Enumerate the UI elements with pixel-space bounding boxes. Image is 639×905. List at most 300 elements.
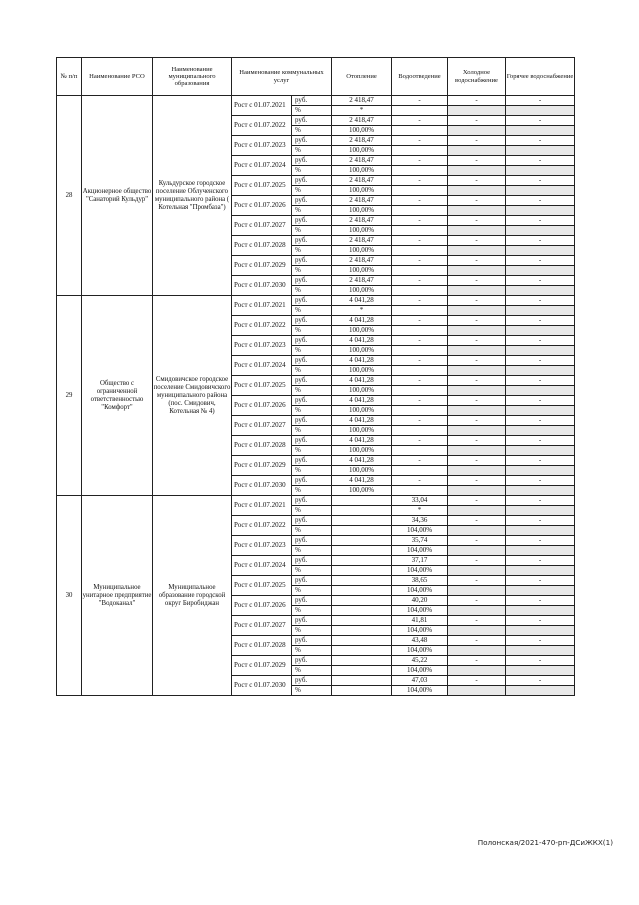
unit-percent: %: [292, 686, 332, 696]
value-heat: [332, 626, 392, 636]
value-cold: [448, 606, 506, 616]
period-label: Рост с 01.07.2028: [232, 436, 292, 456]
value-drain: 35,74: [392, 536, 448, 546]
period-label: Рост с 01.07.2027: [232, 216, 292, 236]
unit-percent: %: [292, 606, 332, 616]
value-hot: [506, 266, 575, 276]
period-label: Рост с 01.07.2023: [232, 536, 292, 556]
value-heat: [332, 576, 392, 586]
value-cold: [448, 146, 506, 156]
value-hot: -: [506, 436, 575, 446]
unit-rub: руб.: [292, 436, 332, 446]
value-cold: -: [448, 156, 506, 166]
value-drain: [392, 126, 448, 136]
value-hot: -: [506, 636, 575, 646]
value-heat: [332, 516, 392, 526]
value-drain: [392, 406, 448, 416]
value-cold: [448, 206, 506, 216]
unit-rub: руб.: [292, 316, 332, 326]
value-drain: -: [392, 216, 448, 226]
value-drain: [392, 286, 448, 296]
unit-rub: руб.: [292, 216, 332, 226]
period-label: Рост с 01.07.2028: [232, 636, 292, 656]
value-heat: 4 041,28: [332, 356, 392, 366]
value-cold: -: [448, 96, 506, 106]
unit-percent: %: [292, 246, 332, 256]
unit-rub: руб.: [292, 476, 332, 486]
value-heat: 4 041,28: [332, 476, 392, 486]
period-label: Рост с 01.07.2023: [232, 336, 292, 356]
value-heat: 2 418,47: [332, 216, 392, 226]
value-hot: [506, 526, 575, 536]
value-cold: -: [448, 296, 506, 306]
value-cold: -: [448, 596, 506, 606]
unit-percent: %: [292, 166, 332, 176]
value-hot: -: [506, 416, 575, 426]
value-drain: [392, 486, 448, 496]
value-cold: [448, 526, 506, 536]
period-label: Рост с 01.07.2026: [232, 396, 292, 416]
value-cold: [448, 566, 506, 576]
value-hot: -: [506, 376, 575, 386]
value-cold: [448, 426, 506, 436]
value-cold: -: [448, 416, 506, 426]
value-cold: [448, 306, 506, 316]
unit-percent: %: [292, 586, 332, 596]
value-cold: -: [448, 136, 506, 146]
value-hot: -: [506, 316, 575, 326]
value-drain: 104,00%: [392, 646, 448, 656]
header-cold: Холодное водоснабжение: [448, 58, 506, 96]
value-hot: [506, 106, 575, 116]
period-label: Рост с 01.07.2029: [232, 656, 292, 676]
value-hot: -: [506, 516, 575, 526]
value-heat: 2 418,47: [332, 236, 392, 246]
unit-rub: руб.: [292, 516, 332, 526]
period-label: Рост с 01.07.2021: [232, 96, 292, 116]
value-cold: -: [448, 316, 506, 326]
value-heat: [332, 616, 392, 626]
header-heat: Отопление: [332, 58, 392, 96]
value-hot: [506, 486, 575, 496]
value-hot: [506, 566, 575, 576]
unit-rub: руб.: [292, 616, 332, 626]
unit-percent: %: [292, 226, 332, 236]
value-hot: [506, 346, 575, 356]
value-drain: -: [392, 436, 448, 446]
value-drain: [392, 326, 448, 336]
period-label: Рост с 01.07.2026: [232, 196, 292, 216]
value-heat: 100,00%: [332, 286, 392, 296]
unit-percent: %: [292, 646, 332, 656]
value-hot: -: [506, 96, 575, 106]
value-drain: -: [392, 256, 448, 266]
value-heat: 2 418,47: [332, 276, 392, 286]
value-cold: -: [448, 636, 506, 646]
value-cold: [448, 326, 506, 336]
value-drain: [392, 306, 448, 316]
period-label: Рост с 01.07.2029: [232, 456, 292, 476]
row-number: 28: [57, 96, 82, 296]
value-heat: 2 418,47: [332, 196, 392, 206]
value-hot: [506, 606, 575, 616]
value-drain: 47,03: [392, 676, 448, 686]
value-hot: [506, 506, 575, 516]
unit-percent: %: [292, 426, 332, 436]
period-label: Рост с 01.07.2024: [232, 556, 292, 576]
value-hot: [506, 466, 575, 476]
value-cold: -: [448, 256, 506, 266]
rso-name: Общество с ограниченной ответственностью "Комфорт": [82, 296, 153, 496]
value-heat: 100,00%: [332, 446, 392, 456]
value-drain: -: [392, 176, 448, 186]
unit-percent: %: [292, 366, 332, 376]
value-heat: 2 418,47: [332, 256, 392, 266]
value-hot: [506, 686, 575, 696]
value-heat: 100,00%: [332, 146, 392, 156]
value-cold: -: [448, 376, 506, 386]
value-hot: [506, 186, 575, 196]
value-hot: [506, 406, 575, 416]
value-drain: -: [392, 96, 448, 106]
value-heat: 100,00%: [332, 246, 392, 256]
unit-percent: %: [292, 506, 332, 516]
value-cold: [448, 366, 506, 376]
period-label: Рост с 01.07.2021: [232, 496, 292, 516]
unit-percent: %: [292, 126, 332, 136]
table-row: [57, 496, 575, 506]
unit-rub: руб.: [292, 156, 332, 166]
value-cold: [448, 166, 506, 176]
value-drain: [392, 206, 448, 216]
value-heat: *: [332, 106, 392, 116]
value-heat: [332, 606, 392, 616]
value-hot: [506, 226, 575, 236]
document-reference: Полонская/2021-470-рп-ДСиЖКХ(1): [477, 838, 613, 847]
value-drain: 104,00%: [392, 526, 448, 536]
value-heat: 100,00%: [332, 426, 392, 436]
unit-rub: руб.: [292, 556, 332, 566]
unit-percent: %: [292, 406, 332, 416]
value-cold: -: [448, 656, 506, 666]
value-hot: -: [506, 116, 575, 126]
value-drain: 104,00%: [392, 566, 448, 576]
unit-rub: руб.: [292, 676, 332, 686]
unit-percent: %: [292, 546, 332, 556]
unit-rub: руб.: [292, 196, 332, 206]
value-hot: -: [506, 196, 575, 206]
unit-percent: %: [292, 446, 332, 456]
unit-percent: %: [292, 286, 332, 296]
value-drain: [392, 346, 448, 356]
row-number: 30: [57, 496, 82, 696]
unit-percent: %: [292, 386, 332, 396]
value-cold: -: [448, 176, 506, 186]
value-hot: [506, 286, 575, 296]
value-heat: 100,00%: [332, 346, 392, 356]
value-drain: 104,00%: [392, 626, 448, 636]
value-cold: [448, 386, 506, 396]
period-label: Рост с 01.07.2025: [232, 576, 292, 596]
value-heat: 4 041,28: [332, 376, 392, 386]
table-row: [57, 296, 575, 306]
value-cold: -: [448, 496, 506, 506]
value-heat: 100,00%: [332, 126, 392, 136]
value-cold: -: [448, 216, 506, 226]
value-heat: [332, 566, 392, 576]
unit-percent: %: [292, 466, 332, 476]
unit-percent: %: [292, 486, 332, 496]
unit-percent: %: [292, 146, 332, 156]
value-drain: -: [392, 416, 448, 426]
value-drain: 104,00%: [392, 586, 448, 596]
municipality-name: Муниципальное образование городской округ Биробиджан: [153, 496, 232, 696]
header-rso: Наименование РСО: [82, 58, 153, 96]
value-drain: -: [392, 376, 448, 386]
value-cold: -: [448, 436, 506, 446]
value-hot: [506, 546, 575, 556]
value-cold: -: [448, 476, 506, 486]
value-hot: -: [506, 156, 575, 166]
value-drain: 33,04: [392, 496, 448, 506]
unit-rub: руб.: [292, 396, 332, 406]
value-cold: -: [448, 116, 506, 126]
value-hot: [506, 126, 575, 136]
header-service: Наименование коммунальных услуг: [232, 58, 332, 96]
value-hot: [506, 626, 575, 636]
value-hot: -: [506, 336, 575, 346]
value-heat: [332, 586, 392, 596]
value-cold: [448, 406, 506, 416]
value-heat: 100,00%: [332, 466, 392, 476]
value-heat: 4 041,28: [332, 336, 392, 346]
unit-rub: руб.: [292, 496, 332, 506]
value-drain: [392, 186, 448, 196]
value-heat: 100,00%: [332, 366, 392, 376]
value-drain: [392, 166, 448, 176]
value-cold: -: [448, 556, 506, 566]
value-heat: [332, 656, 392, 666]
value-heat: 2 418,47: [332, 156, 392, 166]
value-drain: -: [392, 316, 448, 326]
value-cold: [448, 246, 506, 256]
value-cold: [448, 226, 506, 236]
unit-percent: %: [292, 626, 332, 636]
value-cold: -: [448, 236, 506, 246]
value-hot: -: [506, 256, 575, 266]
value-hot: [506, 386, 575, 396]
value-hot: -: [506, 616, 575, 626]
value-heat: [332, 686, 392, 696]
value-heat: [332, 506, 392, 516]
value-drain: 34,36: [392, 516, 448, 526]
unit-percent: %: [292, 186, 332, 196]
unit-rub: руб.: [292, 96, 332, 106]
value-drain: -: [392, 196, 448, 206]
value-drain: 37,17: [392, 556, 448, 566]
value-drain: [392, 426, 448, 436]
table-header-row: [57, 58, 575, 96]
row-number: 29: [57, 296, 82, 496]
value-cold: -: [448, 576, 506, 586]
value-hot: -: [506, 676, 575, 686]
period-label: Рост с 01.07.2025: [232, 376, 292, 396]
value-heat: 2 418,47: [332, 136, 392, 146]
unit-rub: руб.: [292, 276, 332, 286]
unit-rub: руб.: [292, 236, 332, 246]
value-drain: 45,22: [392, 656, 448, 666]
unit-rub: руб.: [292, 336, 332, 346]
unit-rub: руб.: [292, 636, 332, 646]
period-label: Рост с 01.07.2025: [232, 176, 292, 196]
value-hot: -: [506, 456, 575, 466]
unit-percent: %: [292, 206, 332, 216]
value-drain: -: [392, 136, 448, 146]
value-cold: -: [448, 536, 506, 546]
value-drain: 40,20: [392, 596, 448, 606]
value-hot: [506, 366, 575, 376]
unit-rub: руб.: [292, 656, 332, 666]
value-cold: [448, 286, 506, 296]
unit-percent: %: [292, 306, 332, 316]
value-heat: 100,00%: [332, 486, 392, 496]
value-hot: -: [506, 176, 575, 186]
unit-percent: %: [292, 666, 332, 676]
period-label: Рост с 01.07.2030: [232, 276, 292, 296]
header-hot: Горячее водоснабжение: [506, 58, 575, 96]
value-hot: [506, 306, 575, 316]
unit-rub: руб.: [292, 576, 332, 586]
value-heat: 100,00%: [332, 206, 392, 216]
value-drain: 43,48: [392, 636, 448, 646]
value-cold: [448, 646, 506, 656]
unit-rub: руб.: [292, 596, 332, 606]
value-heat: 2 418,47: [332, 116, 392, 126]
value-cold: -: [448, 616, 506, 626]
value-cold: -: [448, 336, 506, 346]
value-hot: -: [506, 296, 575, 306]
value-hot: -: [506, 556, 575, 566]
value-hot: [506, 146, 575, 156]
value-cold: [448, 666, 506, 676]
value-hot: -: [506, 216, 575, 226]
value-heat: 4 041,28: [332, 416, 392, 426]
value-cold: [448, 446, 506, 456]
value-hot: [506, 246, 575, 256]
value-cold: [448, 686, 506, 696]
period-label: Рост с 01.07.2022: [232, 516, 292, 536]
value-heat: [332, 646, 392, 656]
unit-rub: руб.: [292, 256, 332, 266]
value-drain: [392, 366, 448, 376]
value-drain: -: [392, 276, 448, 286]
value-cold: [448, 546, 506, 556]
value-drain: 104,00%: [392, 666, 448, 676]
period-label: Рост с 01.07.2030: [232, 476, 292, 496]
rso-name: Акционерное общество "Санаторий Кульдур": [82, 96, 153, 296]
value-cold: [448, 506, 506, 516]
period-label: Рост с 01.07.2022: [232, 316, 292, 336]
value-drain: 104,00%: [392, 606, 448, 616]
value-heat: [332, 666, 392, 676]
period-label: Рост с 01.07.2030: [232, 676, 292, 696]
value-heat: 4 041,28: [332, 396, 392, 406]
value-drain: *: [392, 506, 448, 516]
value-drain: 41,81: [392, 616, 448, 626]
value-heat: [332, 676, 392, 686]
value-drain: [392, 466, 448, 476]
value-cold: [448, 186, 506, 196]
municipality-name: Смидовичское городское поселение Смидовичского муниципального района (пос. Смидович, Котельная № 4): [153, 296, 232, 496]
unit-rub: руб.: [292, 296, 332, 306]
value-heat: 2 418,47: [332, 96, 392, 106]
value-drain: 104,00%: [392, 546, 448, 556]
period-label: Рост с 01.07.2027: [232, 616, 292, 636]
value-heat: 4 041,28: [332, 296, 392, 306]
value-cold: -: [448, 196, 506, 206]
period-label: Рост с 01.07.2022: [232, 116, 292, 136]
value-cold: [448, 586, 506, 596]
value-heat: [332, 536, 392, 546]
value-heat: 2 418,47: [332, 176, 392, 186]
value-hot: [506, 646, 575, 656]
value-heat: 100,00%: [332, 226, 392, 236]
period-label: Рост с 01.07.2028: [232, 236, 292, 256]
value-hot: [506, 166, 575, 176]
value-heat: [332, 526, 392, 536]
value-heat: 4 041,28: [332, 436, 392, 446]
value-hot: -: [506, 236, 575, 246]
value-hot: -: [506, 396, 575, 406]
unit-percent: %: [292, 526, 332, 536]
municipality-name: Кульдурское городское поселение Облученского муниципального района ( Котельная "Промбаза"): [153, 96, 232, 296]
period-label: Рост с 01.07.2021: [232, 296, 292, 316]
value-hot: -: [506, 356, 575, 366]
value-drain: -: [392, 336, 448, 346]
value-drain: [392, 106, 448, 116]
value-hot: [506, 426, 575, 436]
period-label: Рост с 01.07.2029: [232, 256, 292, 276]
value-drain: 38,65: [392, 576, 448, 586]
unit-rub: руб.: [292, 176, 332, 186]
value-cold: [448, 126, 506, 136]
period-label: Рост с 01.07.2027: [232, 416, 292, 436]
value-cold: -: [448, 396, 506, 406]
value-drain: [392, 146, 448, 156]
unit-percent: %: [292, 326, 332, 336]
value-drain: [392, 246, 448, 256]
value-hot: -: [506, 536, 575, 546]
value-cold: -: [448, 516, 506, 526]
unit-percent: %: [292, 346, 332, 356]
value-hot: [506, 586, 575, 596]
value-heat: [332, 556, 392, 566]
unit-rub: руб.: [292, 356, 332, 366]
value-heat: 100,00%: [332, 386, 392, 396]
value-hot: [506, 446, 575, 456]
value-hot: [506, 666, 575, 676]
value-cold: [448, 106, 506, 116]
value-hot: -: [506, 576, 575, 586]
value-heat: 100,00%: [332, 326, 392, 336]
value-drain: -: [392, 156, 448, 166]
value-hot: -: [506, 476, 575, 486]
period-label: Рост с 01.07.2024: [232, 156, 292, 176]
value-cold: [448, 486, 506, 496]
value-cold: [448, 626, 506, 636]
table-body: [57, 96, 575, 696]
value-drain: -: [392, 236, 448, 246]
